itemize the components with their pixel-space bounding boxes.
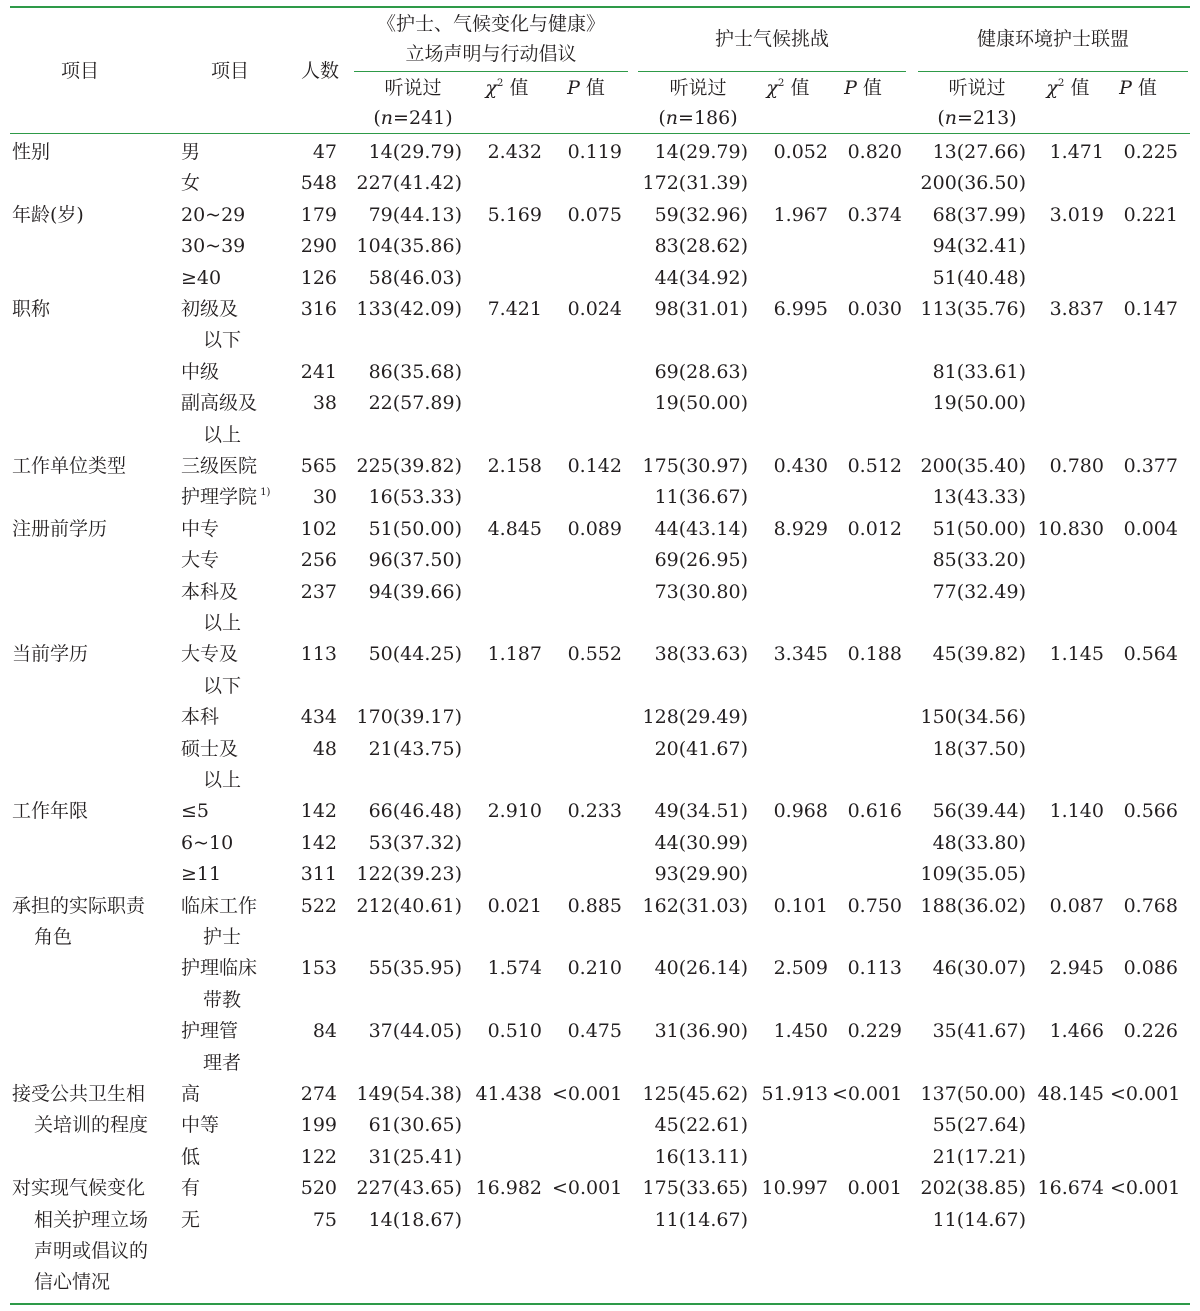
- alliance-heard-cell: 200(35.40): [920, 455, 1026, 477]
- alliance-heard-cell: 21(17.21): [932, 1145, 1026, 1168]
- alliance-heard-cell: 13(43.33): [932, 486, 1026, 509]
- p-value-header-1: P 值: [567, 77, 605, 99]
- statement-heard-cell: 16(53.33): [368, 486, 462, 509]
- row-subcategory: 护理临床: [181, 957, 258, 980]
- alliance-heard-cell: 48(33.80): [932, 831, 1026, 854]
- statement-p-cell: 0.475: [567, 1020, 622, 1043]
- challenge-p-cell: 0.820: [847, 141, 902, 163]
- statement-heard-cell: 50(44.25): [368, 643, 462, 666]
- challenge-heard-cell: 175(30.97): [642, 455, 748, 477]
- statement-chi-cell: 2.158: [487, 455, 542, 477]
- challenge-heard-cell: 83(28.62): [654, 235, 748, 258]
- row-category: 信心情况: [34, 1271, 111, 1294]
- top-rule: [10, 6, 1190, 8]
- count-cell: 30: [312, 486, 337, 509]
- row-subcategory: 30~39: [181, 235, 246, 258]
- row-subcategory-cont: 以上: [203, 769, 242, 791]
- challenge-chi-cell: 1.967: [773, 203, 828, 226]
- row-subcategory: ≥40: [181, 266, 222, 289]
- row-category: 年龄(岁): [12, 203, 84, 226]
- row-subcategory: 三级医院: [181, 455, 258, 477]
- row-subcategory-cont: 以上: [203, 423, 242, 446]
- count-cell: 102: [300, 517, 337, 540]
- challenge-heard-cell: 44(34.92): [654, 266, 748, 289]
- alliance-chi-cell: 1.466: [1049, 1020, 1104, 1043]
- row-subcategory: 大专及: [181, 643, 239, 666]
- count-cell: 548: [300, 172, 337, 195]
- row-subcategory: 男: [181, 141, 201, 163]
- challenge-chi-cell: 6.995: [773, 298, 828, 320]
- bottom-rule: [10, 1303, 1190, 1305]
- count-cell: 237: [300, 580, 337, 603]
- alliance-heard-cell: 51(50.00): [932, 517, 1026, 540]
- count-cell: 84: [312, 1020, 337, 1043]
- count-cell: 153: [300, 957, 337, 980]
- heard-header-2: 听说过: [669, 77, 727, 99]
- alliance-heard-cell: 19(50.00): [932, 392, 1026, 415]
- statement-chi-cell: 1.187: [487, 643, 542, 666]
- chi-square-header-3: $\chi^2$ 值: [1046, 77, 1090, 99]
- row-subcategory: 中等: [181, 1114, 220, 1137]
- group-title-2: 护士气候挑战: [714, 28, 829, 50]
- group-title-1: 《护士、气候变化与健康》: [376, 13, 605, 35]
- statement-chi-cell: 0.510: [487, 1020, 542, 1043]
- statement-chi-cell: 5.169: [487, 203, 542, 226]
- statement-heard-cell: 96(37.50): [368, 549, 462, 572]
- alliance-p-cell: 0.226: [1123, 1020, 1178, 1043]
- row-category: 角色: [34, 926, 73, 948]
- row-subcategory: 20~29: [181, 203, 246, 226]
- alliance-p-cell: 0.221: [1123, 203, 1178, 226]
- group-rule-3: [918, 71, 1188, 72]
- statement-chi-cell: 4.845: [487, 517, 542, 540]
- alliance-heard-cell: 45(39.82): [932, 643, 1026, 666]
- alliance-chi-cell: 1.145: [1049, 643, 1104, 666]
- row-category: 注册前学历: [12, 517, 108, 540]
- statement-chi-cell: 2.432: [487, 141, 542, 163]
- row-subcategory: 硕士及: [181, 737, 239, 760]
- challenge-heard-cell: 128(29.49): [642, 706, 748, 729]
- statement-p-cell: 0.142: [567, 455, 622, 477]
- challenge-p-cell: 0.750: [847, 894, 902, 917]
- count-cell: 113: [300, 643, 337, 666]
- alliance-p-cell: 0.377: [1123, 455, 1178, 477]
- challenge-p-cell: 0.188: [847, 643, 902, 666]
- row-category: 相关护理立场: [34, 1208, 149, 1231]
- challenge-heard-cell: 11(36.67): [654, 486, 748, 509]
- alliance-chi-cell: 3.837: [1049, 298, 1104, 320]
- challenge-chi-cell: 51.913: [761, 1083, 828, 1105]
- count-cell: 38: [312, 392, 337, 415]
- challenge-heard-cell: 162(31.03): [642, 894, 748, 917]
- alliance-heard-cell: 51(40.48): [932, 266, 1026, 289]
- challenge-p-cell: 0.512: [847, 455, 902, 477]
- row-subcategory: ≥11: [181, 863, 222, 886]
- count-cell: 142: [300, 831, 337, 854]
- row-subcategory: 女: [181, 172, 201, 195]
- statement-chi-cell: 7.421: [487, 298, 542, 320]
- row-category: 工作单位类型: [12, 455, 127, 477]
- alliance-heard-cell: 77(32.49): [932, 580, 1026, 603]
- alliance-heard-cell: 200(36.50): [920, 172, 1026, 195]
- statement-heard-cell: 53(37.32): [368, 831, 462, 854]
- alliance-chi-cell: 0.780: [1049, 455, 1104, 477]
- row-subcategory-cont: 以下: [203, 674, 242, 697]
- row-subcategory: 本科: [181, 706, 220, 729]
- group-title-3: 健康环境护士联盟: [976, 28, 1129, 50]
- challenge-p-cell: 0.229: [847, 1020, 902, 1043]
- statement-heard-cell: 170(39.17): [356, 706, 462, 729]
- alliance-heard-cell: 18(37.50): [932, 737, 1026, 760]
- statement-p-cell: 0.233: [567, 800, 622, 823]
- statement-heard-cell: 149(54.38): [356, 1083, 462, 1105]
- statement-p-cell: 0.024: [567, 298, 622, 320]
- statement-heard-cell: 94(39.66): [368, 580, 462, 603]
- row-subcategory-cont: 以上: [203, 612, 242, 634]
- count-cell: 199: [300, 1114, 337, 1137]
- row-category: 性别: [12, 141, 51, 163]
- header-sub-item: 项目: [210, 60, 249, 82]
- group-rule-2: [638, 71, 906, 72]
- statement-heard-cell: 37(44.05): [368, 1020, 462, 1043]
- p-value-header-2: P 值: [844, 77, 882, 99]
- row-subcategory: 中级: [181, 360, 220, 383]
- alliance-chi-cell: 1.140: [1049, 800, 1104, 823]
- challenge-heard-cell: 38(33.63): [654, 643, 748, 666]
- header-count: 人数: [300, 60, 339, 82]
- row-category: 工作年限: [12, 800, 89, 823]
- row-subcategory: 无: [181, 1208, 201, 1231]
- row-subcategory-cont: 以下: [203, 329, 242, 352]
- challenge-chi-cell: 2.509: [773, 957, 828, 980]
- statement-chi-cell: 2.910: [487, 800, 542, 823]
- challenge-heard-cell: 125(45.62): [642, 1083, 748, 1105]
- alliance-heard-cell: 13(27.66): [932, 141, 1026, 163]
- challenge-p-cell: 0.030: [847, 298, 902, 320]
- row-subcategory: 有: [181, 1177, 201, 1200]
- challenge-p-cell: 0.012: [847, 517, 902, 540]
- statement-p-cell: <0.001: [552, 1177, 623, 1200]
- count-cell: 311: [300, 863, 337, 886]
- challenge-chi-cell: 10.997: [761, 1177, 828, 1200]
- row-category: 接受公共卫生相: [12, 1083, 146, 1105]
- alliance-heard-cell: 56(39.44): [932, 800, 1026, 823]
- alliance-chi-cell: 16.674: [1037, 1177, 1104, 1200]
- challenge-p-cell: 0.113: [847, 957, 902, 980]
- row-category: 当前学历: [12, 643, 89, 666]
- count-cell: 126: [300, 266, 337, 289]
- statement-heard-cell: 66(46.48): [368, 800, 462, 823]
- alliance-heard-cell: 11(14.67): [932, 1208, 1026, 1231]
- challenge-chi-cell: 0.968: [773, 800, 828, 823]
- statement-heard-cell: 58(46.03): [368, 266, 462, 289]
- statement-chi-cell: 16.982: [475, 1177, 542, 1200]
- statement-heard-cell: 104(35.86): [356, 235, 462, 258]
- header-item: 项目: [60, 60, 99, 82]
- statement-chi-cell: 1.574: [487, 957, 542, 980]
- challenge-heard-cell: 93(29.90): [654, 863, 748, 886]
- count-cell: 256: [300, 549, 337, 572]
- challenge-heard-cell: 59(32.96): [654, 203, 748, 226]
- statement-heard-cell: 79(44.13): [368, 203, 462, 226]
- challenge-chi-cell: 8.929: [773, 517, 828, 540]
- challenge-chi-cell: 0.430: [773, 455, 828, 477]
- challenge-p-cell: 0.616: [847, 800, 902, 823]
- challenge-heard-cell: 19(50.00): [654, 392, 748, 415]
- row-category: 关培训的程度: [34, 1114, 149, 1137]
- statement-p-cell: 0.885: [567, 894, 622, 917]
- statement-heard-cell: 225(39.82): [356, 455, 462, 477]
- alliance-heard-cell: 94(32.41): [932, 235, 1026, 258]
- challenge-p-cell: 0.374: [847, 203, 902, 226]
- count-cell: 565: [300, 455, 337, 477]
- statement-chi-cell: 41.438: [475, 1083, 542, 1105]
- alliance-heard-cell: 55(27.64): [932, 1114, 1026, 1137]
- heard-n-3: (n=213): [937, 107, 1017, 129]
- alliance-heard-cell: 137(50.00): [920, 1083, 1026, 1105]
- alliance-heard-cell: 109(35.05): [920, 863, 1026, 886]
- alliance-heard-cell: 46(30.07): [932, 957, 1026, 980]
- statement-heard-cell: 227(41.42): [356, 172, 462, 195]
- challenge-heard-cell: 69(26.95): [654, 549, 748, 572]
- header-bottom-rule: [10, 133, 1190, 134]
- statement-heard-cell: 61(30.65): [368, 1114, 462, 1137]
- challenge-heard-cell: 11(14.67): [654, 1208, 748, 1231]
- alliance-p-cell: 0.086: [1123, 957, 1178, 980]
- count-cell: 274: [300, 1083, 337, 1105]
- challenge-heard-cell: 45(22.61): [654, 1114, 748, 1137]
- row-subcategory: 临床工作: [181, 894, 258, 917]
- alliance-heard-cell: 81(33.61): [932, 360, 1026, 383]
- row-subcategory: 大专: [181, 549, 220, 572]
- row-subcategory-cont: 带教: [203, 988, 242, 1011]
- count-cell: 241: [300, 360, 337, 383]
- count-cell: 142: [300, 800, 337, 823]
- alliance-p-cell: 0.768: [1123, 894, 1178, 917]
- challenge-heard-cell: 44(43.14): [654, 517, 748, 540]
- challenge-p-cell: 0.001: [847, 1177, 902, 1200]
- row-category: 承担的实际职责: [12, 894, 146, 917]
- challenge-chi-cell: 0.101: [773, 894, 828, 917]
- row-subcategory: 高: [181, 1083, 201, 1105]
- challenge-heard-cell: 44(30.99): [654, 831, 748, 854]
- heard-n-2: (n=186): [658, 107, 738, 129]
- challenge-heard-cell: 175(33.65): [642, 1177, 748, 1200]
- alliance-p-cell: 0.566: [1123, 800, 1178, 823]
- statement-heard-cell: 51(50.00): [368, 517, 462, 540]
- alliance-p-cell: 0.225: [1123, 141, 1178, 163]
- challenge-chi-cell: 0.052: [773, 141, 828, 163]
- challenge-heard-cell: 16(13.11): [654, 1145, 748, 1168]
- row-subcategory: 护理学院 $^{1)}$: [181, 486, 271, 509]
- statement-heard-cell: 31(25.41): [368, 1145, 462, 1168]
- statement-p-cell: 0.119: [567, 141, 622, 163]
- count-cell: 122: [300, 1145, 337, 1168]
- alliance-heard-cell: 150(34.56): [920, 706, 1026, 729]
- count-cell: 520: [300, 1177, 337, 1200]
- statement-heard-cell: 55(35.95): [368, 957, 462, 980]
- challenge-heard-cell: 40(26.14): [654, 957, 748, 980]
- chi-square-header-2: $\chi^2$ 值: [766, 77, 810, 99]
- row-subcategory: 副高级及: [181, 392, 258, 415]
- statement-heard-cell: 22(57.89): [368, 392, 462, 415]
- statement-p-cell: <0.001: [552, 1083, 623, 1105]
- statement-heard-cell: 14(18.67): [368, 1208, 462, 1231]
- alliance-chi-cell: 0.087: [1049, 894, 1104, 917]
- heard-header-1: 听说过: [384, 77, 442, 99]
- alliance-p-cell: 0.147: [1123, 298, 1178, 320]
- alliance-heard-cell: 188(36.02): [920, 894, 1026, 917]
- statement-p-cell: 0.210: [567, 957, 622, 980]
- alliance-heard-cell: 35(41.67): [932, 1020, 1026, 1043]
- challenge-heard-cell: 14(29.79): [654, 141, 748, 163]
- statement-heard-cell: 122(39.23): [356, 863, 462, 886]
- statement-heard-cell: 21(43.75): [368, 737, 462, 760]
- statement-chi-cell: 0.021: [487, 894, 542, 917]
- alliance-p-cell: 0.004: [1123, 517, 1178, 540]
- row-subcategory: 护理管: [181, 1020, 239, 1043]
- challenge-chi-cell: 3.345: [773, 643, 828, 666]
- count-cell: 290: [300, 235, 337, 258]
- statement-heard-cell: 212(40.61): [356, 894, 462, 917]
- alliance-chi-cell: 1.471: [1049, 141, 1104, 163]
- p-value-header-3: P 值: [1119, 77, 1157, 99]
- challenge-heard-cell: 172(31.39): [642, 172, 748, 195]
- footnote-marker: 1): [257, 487, 271, 499]
- alliance-p-cell: 0.564: [1123, 643, 1178, 666]
- challenge-heard-cell: 20(41.67): [654, 737, 748, 760]
- row-subcategory: 中专: [181, 517, 220, 540]
- row-subcategory-cont: 护士: [203, 926, 242, 948]
- alliance-p-cell: <0.001: [1110, 1083, 1181, 1105]
- alliance-p-cell: <0.001: [1110, 1177, 1181, 1200]
- challenge-heard-cell: 49(34.51): [654, 800, 748, 823]
- alliance-chi-cell: 10.830: [1037, 517, 1104, 540]
- alliance-heard-cell: 202(38.85): [920, 1177, 1026, 1200]
- challenge-p-cell: <0.001: [832, 1083, 903, 1105]
- statement-p-cell: 0.552: [567, 643, 622, 666]
- alliance-heard-cell: 85(33.20): [932, 549, 1026, 572]
- count-cell: 47: [312, 141, 337, 163]
- alliance-heard-cell: 68(37.99): [932, 203, 1026, 226]
- row-subcategory: 6~10: [181, 831, 234, 854]
- alliance-chi-cell: 3.019: [1049, 203, 1104, 226]
- statement-heard-cell: 227(43.65): [356, 1177, 462, 1200]
- challenge-heard-cell: 69(28.63): [654, 360, 748, 383]
- statement-p-cell: 0.089: [567, 517, 622, 540]
- row-subcategory: 低: [181, 1145, 201, 1168]
- group-title-1-line2: 立场声明与行动倡议: [405, 43, 577, 65]
- statement-heard-cell: 133(42.09): [356, 298, 462, 320]
- row-subcategory: 本科及: [181, 580, 239, 603]
- group-rule-1: [354, 71, 628, 72]
- count-cell: 434: [300, 706, 337, 729]
- alliance-heard-cell: 113(35.76): [920, 298, 1026, 320]
- statement-heard-cell: 14(29.79): [368, 141, 462, 163]
- row-subcategory: 初级及: [181, 298, 239, 320]
- row-subcategory: ≤5: [181, 800, 210, 823]
- alliance-chi-cell: 2.945: [1049, 957, 1104, 980]
- row-subcategory-cont: 理者: [203, 1051, 242, 1074]
- row-category: 对实现气候变化: [12, 1177, 146, 1200]
- challenge-heard-cell: 98(31.01): [654, 298, 748, 320]
- row-category: 职称: [12, 298, 51, 320]
- challenge-chi-cell: 1.450: [773, 1020, 828, 1043]
- statement-heard-cell: 86(35.68): [368, 360, 462, 383]
- count-cell: 522: [300, 894, 337, 917]
- challenge-heard-cell: 73(30.80): [654, 580, 748, 603]
- count-cell: 179: [300, 203, 337, 226]
- alliance-chi-cell: 48.145: [1037, 1083, 1104, 1105]
- count-cell: 75: [312, 1208, 337, 1231]
- row-category: 声明或倡议的: [34, 1240, 149, 1262]
- chi-square-header-1: $\chi^2$ 值: [485, 77, 529, 99]
- heard-n-1: (n=241): [373, 107, 453, 129]
- heard-header-3: 听说过: [948, 77, 1006, 99]
- count-cell: 316: [300, 298, 337, 320]
- challenge-heard-cell: 31(36.90): [654, 1020, 748, 1043]
- count-cell: 48: [312, 737, 337, 760]
- statement-p-cell: 0.075: [567, 203, 622, 226]
